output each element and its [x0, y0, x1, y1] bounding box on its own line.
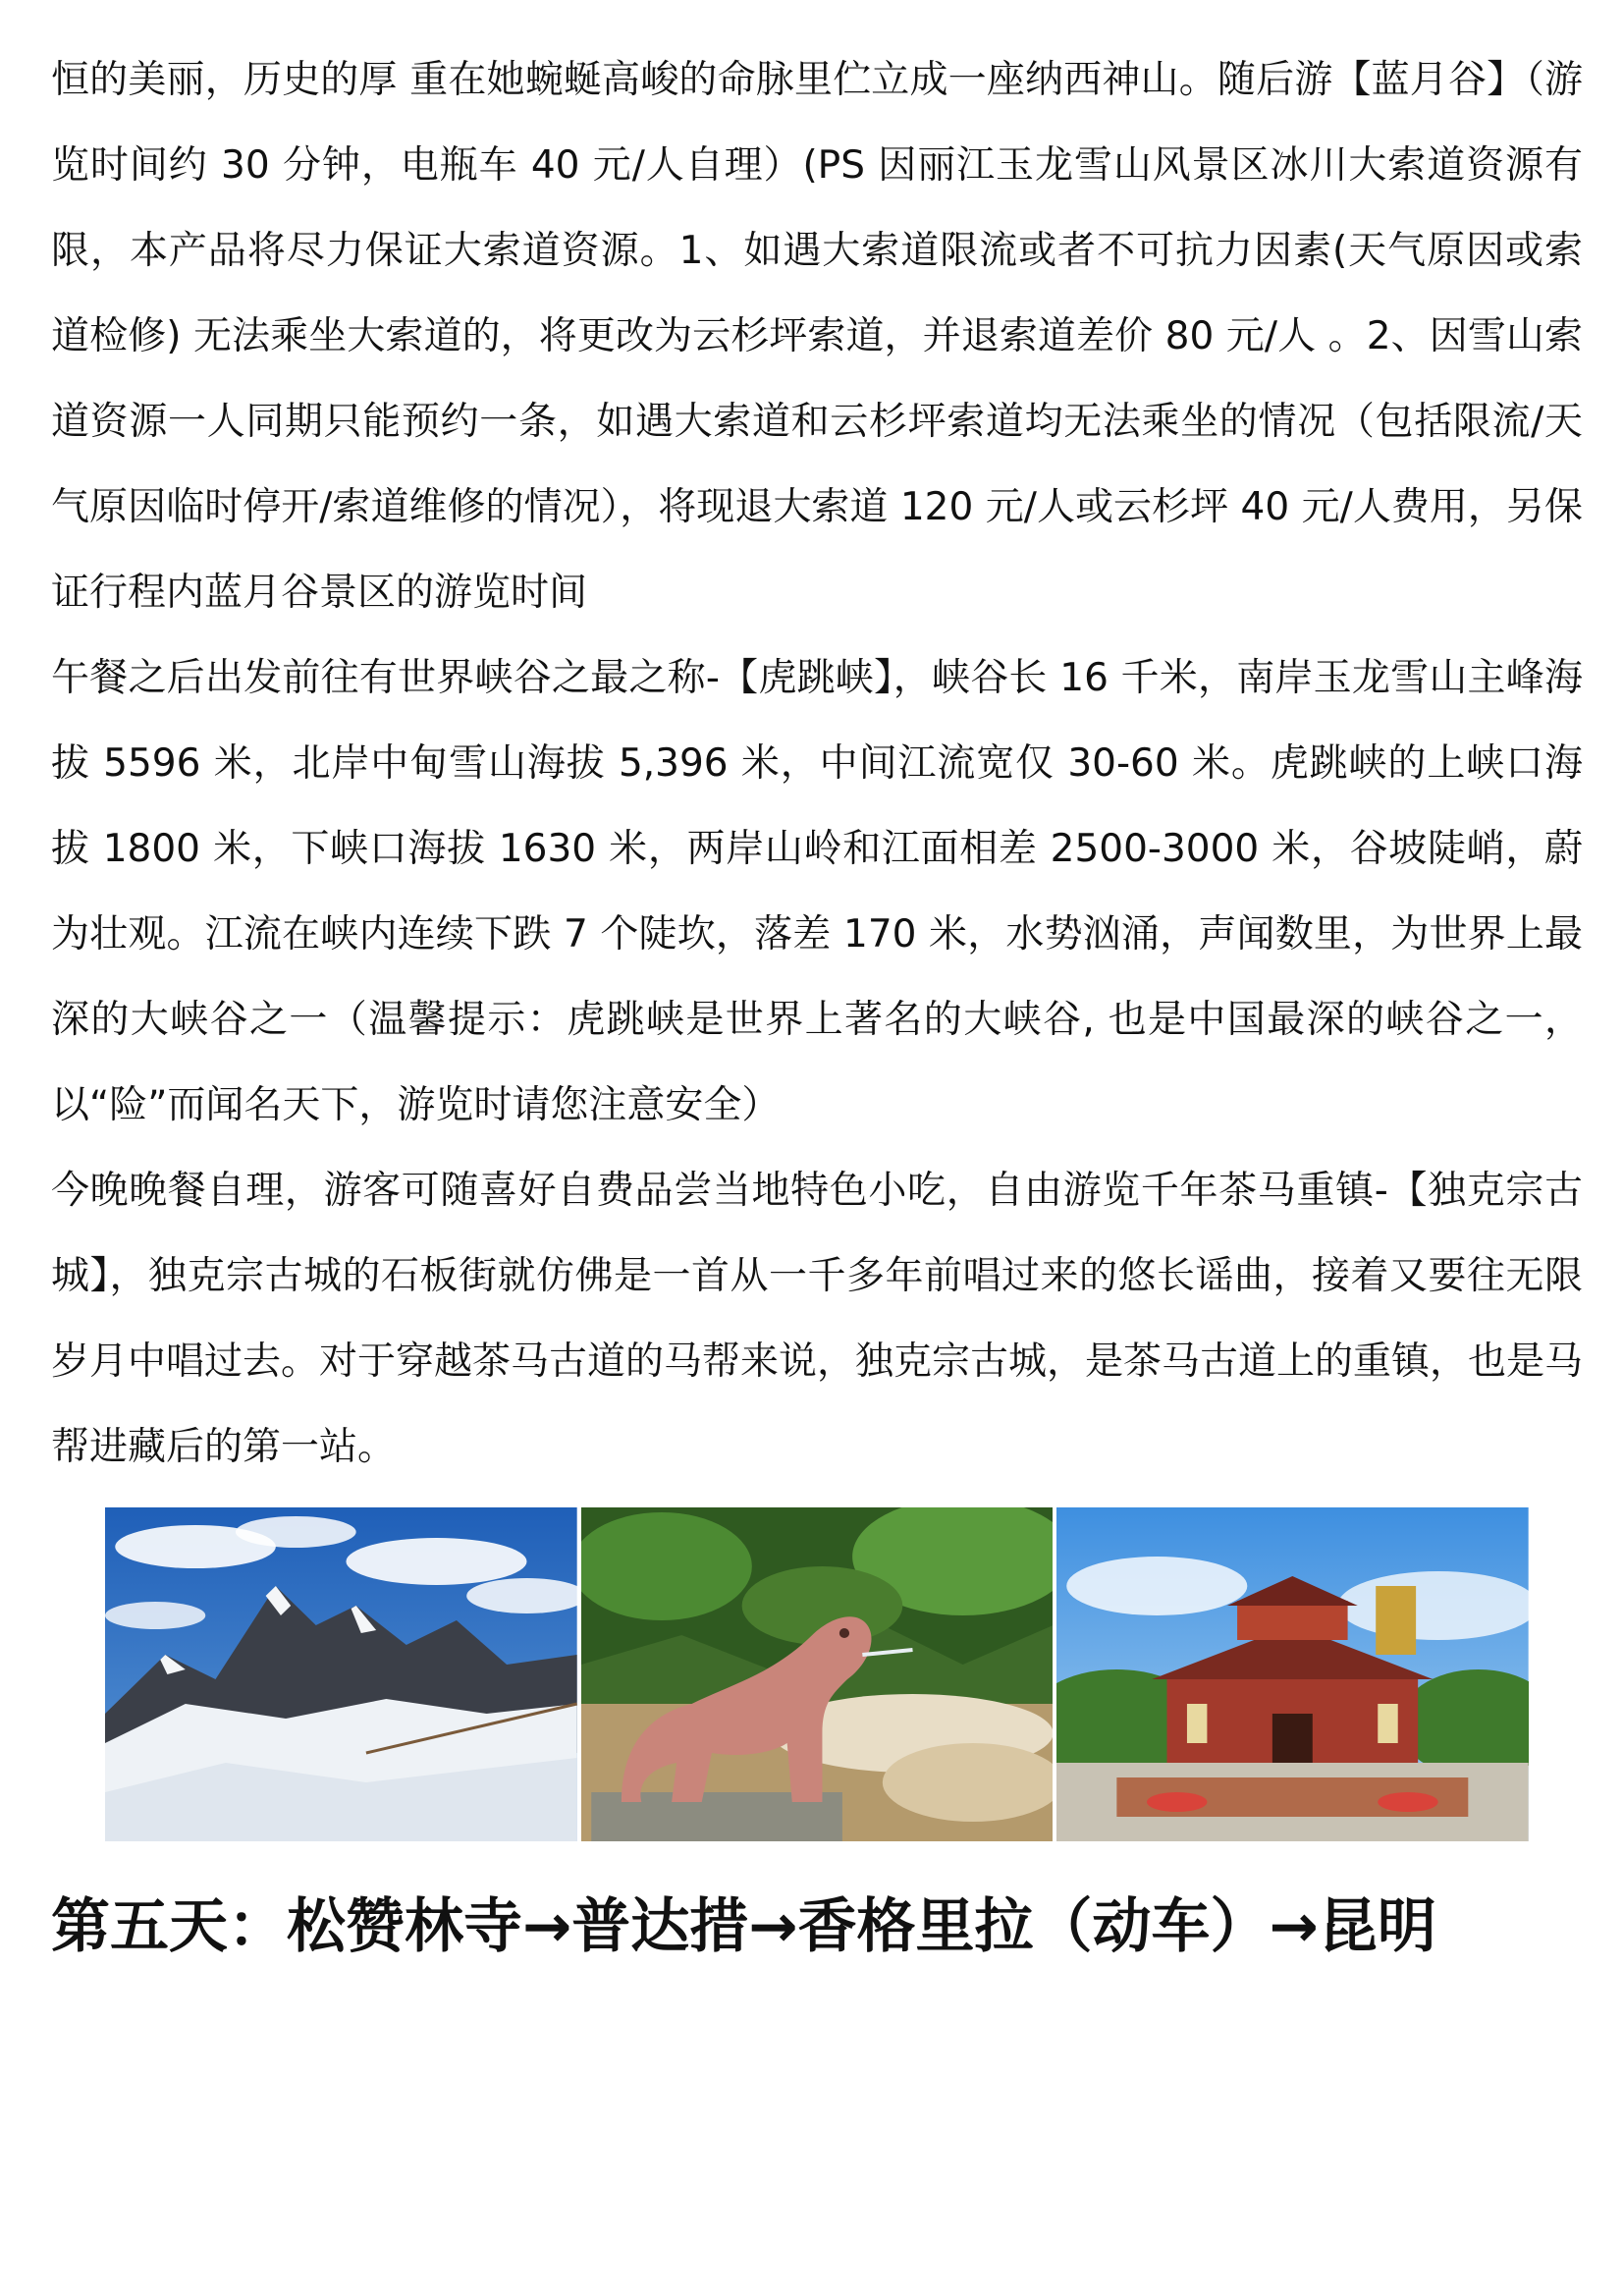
document-content	[51, 37, 1583, 1984]
paragraph-jade-dragon-cableway: 恒的美丽，历史的厚 重在她蜿蜒高峻的命脉里伫立成一座纳西神山。随后游【蓝月谷】（游览时间约 30 分钟，电瓶车 40 元/人自理）(PS 因丽江玉龙雪山风景区冰川大索道资源有限，本产品将尽力保证大索道资源。1、如遇大索道限流或者不可抗力因素(天气原因或索道检修) 无法乘坐大索道的，将更改为云杉坪索道，并退索道差价 80 元/人 。2、因雪山索道资源一人同期只能预约一条，如遇大索道和云杉坪索道均无法乘坐的情况（包括限流/天气原因临时停开/索道维修的情况），将现退大索道 120 元/人或云杉坪 40 元/人费用，另保证行程内蓝月谷景区的游览时间	[51, 58, 1583, 615]
photo-strip	[105, 1507, 1529, 1841]
photo-dukezong-temple	[1056, 1507, 1529, 1841]
photo-tiger-statue	[581, 1507, 1054, 1841]
paragraph-tiger-leaping-gorge: 午餐之后出发前往有世界峡谷之最之称-【虎跳峡】，峡谷长 16 千米，南岸玉龙雪山主峰海拔 5596 米，北岸中甸雪山海拔 5,396 米，中间江流宽仅 30-60 米。虎跳峡的上峡口海拔 1800 米，下峡口海拔 1630 米，两岸山岭和江面相差 2500-3000 米，谷坡陡峭，蔚为壮观。江流在峡内连续下跌 7 个陡坎，落差 170 米，水势汹涌，声闻数里，为世界上最深的大峡谷之一（温馨提示：虎跳峡是世界上著名的大峡谷, 也是中国最深的峡谷之一，以“险”而闻名天下，游览时请您注意安全）	[51, 656, 1583, 1127]
photo-snow-mountain	[105, 1507, 577, 1841]
paragraph-dukezong-old-town: 今晚晚餐自理，游客可随喜好自费品尝当地特色小吃，自由游览千年茶马重镇-【独克宗古城】，独克宗古城的石板街就仿佛是一首从一千多年前唱过来的悠长谣曲，接着又要往无限岁月中唱过去。对于穿越茶马古道的马帮来说，独克宗古城，是茶马古道上的重镇，也是马帮进藏后的第一站。	[51, 1169, 1584, 1469]
day-five-heading: 第五天：松赞林寺→普达措→香格里拉（动车）→昆明	[51, 1892, 1436, 1961]
